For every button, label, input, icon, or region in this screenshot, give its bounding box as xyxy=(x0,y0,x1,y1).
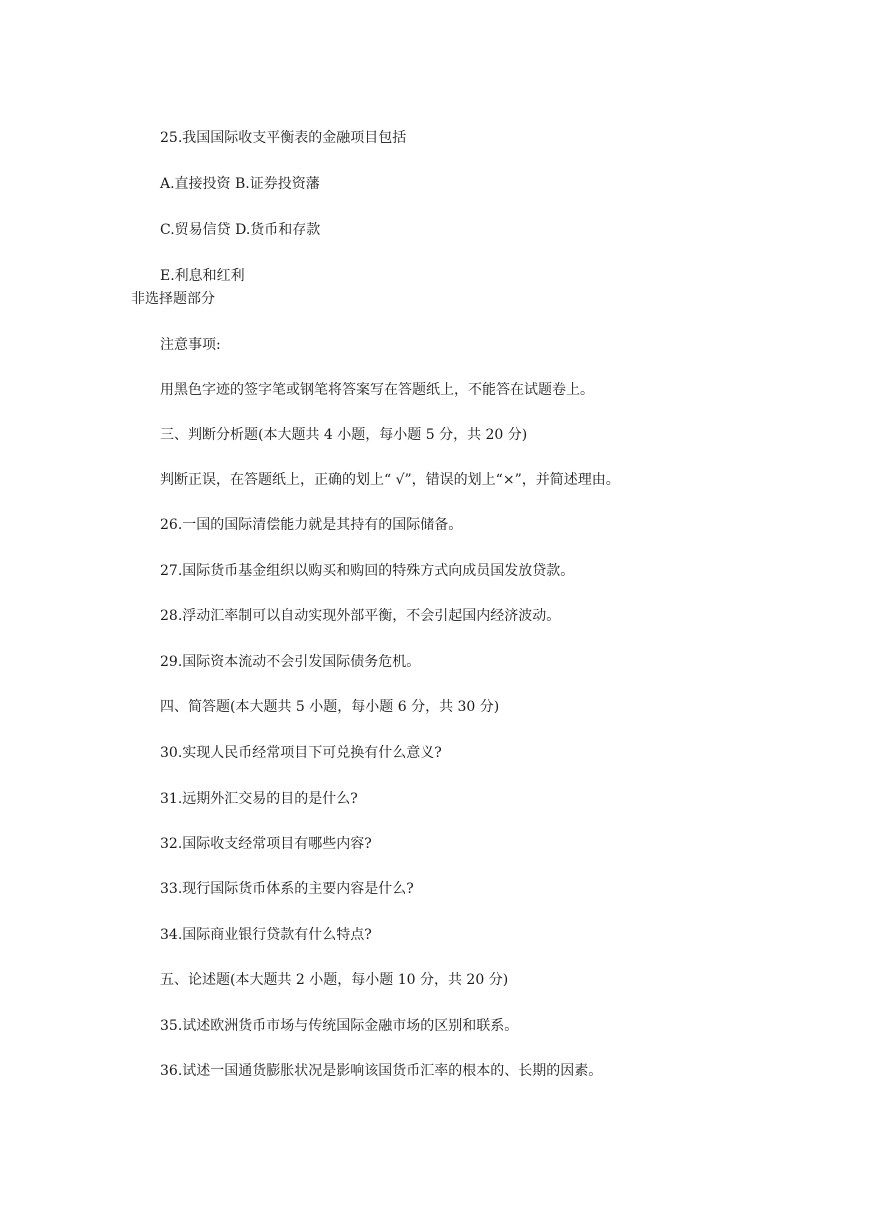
question-25-option-e: E.利息和红利 xyxy=(160,268,245,284)
question-34: 34.国际商业银行贷款有什么特点? xyxy=(160,927,372,943)
question-29: 29.国际资本流动不会引发国际债务危机。 xyxy=(160,654,421,670)
notice-text: 用黑色字迹的签字笔或钢笔将答案写在答题纸上，不能答在试题卷上。 xyxy=(160,382,594,398)
section-5-heading: 五、论述题(本大题共 2 小题，每小题 10 分，共 20 分) xyxy=(160,972,509,988)
question-25-options-ab: A.直接投资 B.证券投资藩 xyxy=(160,176,320,192)
question-31: 31.远期外汇交易的目的是什么? xyxy=(160,791,358,807)
section-3-heading: 三、判断分析题(本大题共 4 小题，每小题 5 分，共 20 分) xyxy=(160,427,528,443)
question-27: 27.国际货币基金组织以购买和购回的特殊方式向成员国发放贷款。 xyxy=(160,563,575,579)
question-36: 36.试述一国通货膨胀状况是影响该国货币汇率的根本的、长期的因素。 xyxy=(160,1063,603,1079)
question-25-stem: 25.我国国际收支平衡表的金融项目包括 xyxy=(160,130,407,146)
question-32: 32.国际收支经常项目有哪些内容? xyxy=(160,836,372,852)
question-26: 26.一国的国际清偿能力就是其持有的国际储备。 xyxy=(160,517,463,533)
notice-heading: 注意事项: xyxy=(160,337,221,353)
question-35: 35.试述欧洲货币市场与传统国际金融市场的区别和联系。 xyxy=(160,1018,519,1034)
question-25-options-cd: C.贸易信贷 D.货币和存款 xyxy=(160,222,321,238)
section-3-instruction: 判断正误，在答题纸上，正确的划上“ √”，错误的划上“×”，并简述理由。 xyxy=(160,472,620,488)
question-33: 33.现行国际货币体系的主要内容是什么? xyxy=(160,881,414,897)
question-30: 30.实现人民币经常项目下可兑换有什么意义? xyxy=(160,745,442,761)
section-4-heading: 四、简答题(本大题共 5 小题，每小题 6 分，共 30 分) xyxy=(160,699,500,715)
question-28: 28.浮动汇率制可以自动实现外部平衡，不会引起国内经济波动。 xyxy=(160,608,561,624)
nonchoice-heading: 非选择题部分 xyxy=(131,291,215,307)
